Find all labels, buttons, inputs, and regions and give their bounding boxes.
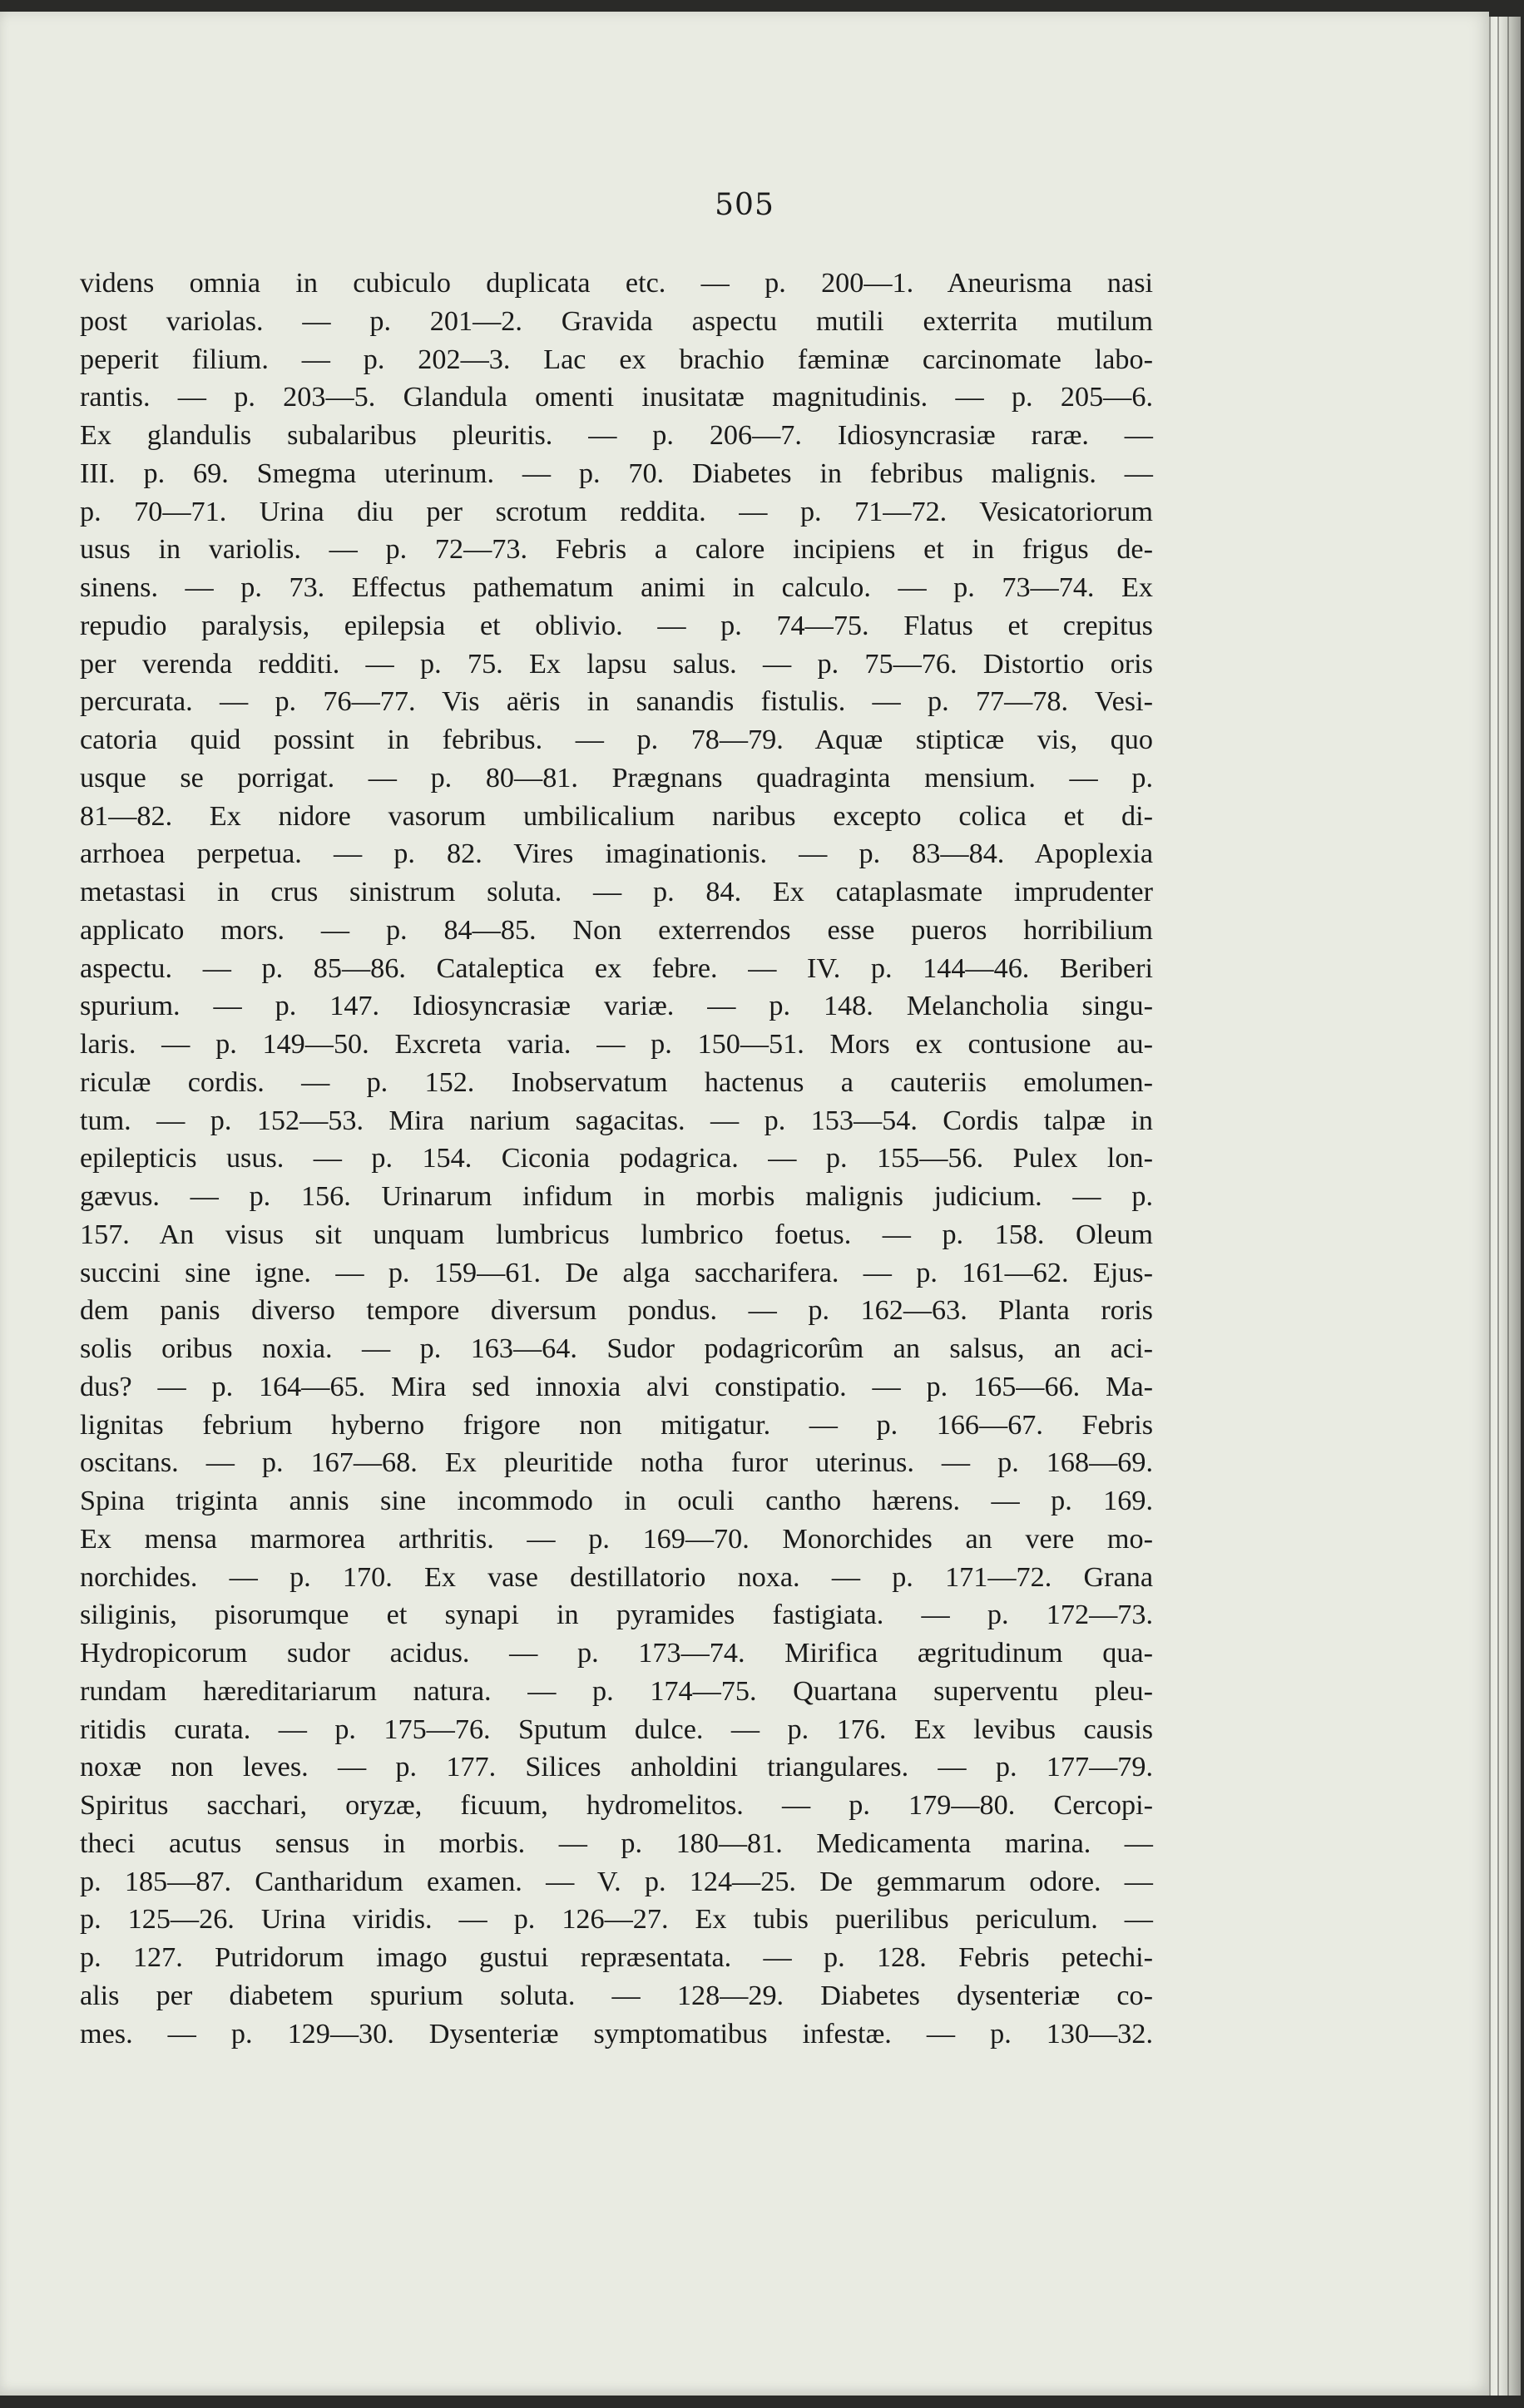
page-edge-line [1489, 17, 1491, 2396]
text-line: riculæ cordis. — p. 152. Inobservatum hactenus a cauteriis emolumen- [80, 1066, 1153, 1098]
text-line: dem panis diverso tempore diversum pondus. — p. 162—63. Planta roris [80, 1295, 1153, 1327]
text-line: sinens. — p. 73. Effectus pathematum animi in calculo. — p. 73—74. Ex [80, 572, 1153, 603]
text-line: rundam hæreditariarum natura. — p. 174—75. Quartana superventu pleu- [80, 1675, 1153, 1707]
text-line: noxæ non leves. — p. 177. Silices anholdini triangulares. — p. 177—79. [80, 1752, 1153, 1783]
text-line: solis oribus noxia. — p. 163—64. Sudor podagricorûm an salsus, an aci- [80, 1333, 1153, 1364]
text-line: repudio paralysis, epilepsia et oblivio. — p. 74—75. Flatus et crepitus [80, 610, 1153, 641]
book-page [0, 12, 1489, 2396]
text-line: alis per diabetem spurium soluta. — 128—29. Diabetes dysenteriæ co- [80, 1980, 1153, 2011]
text-line: metastasi in crus sinistrum soluta. — p. 84. Ex cataplasmate imprudenter [80, 877, 1153, 907]
text-line: norchides. — p. 170. Ex vase destillatorio noxa. — p. 171—72. Grana [80, 1561, 1153, 1593]
text-line: mes. — p. 129—30. Dysenteriæ symptomatibus infestæ. — p. 130—32. [80, 2018, 1153, 2050]
text-line: 157. An visus sit unquam lumbricus lumbrico foetus. — p. 158. Oleum [80, 1219, 1153, 1250]
text-line: percurata. — p. 76—77. Vis aëris in sanandis fistulis. — p. 77—78. Vesi- [80, 686, 1153, 718]
text-line: tum. — p. 152—53. Mira narium sagacitas. — p. 153—54. Cordis talpæ in [80, 1105, 1153, 1136]
text-line: p. 185—87. Cantharidum examen. — V. p. 124—25. De gemmarum odore. — [80, 1866, 1153, 1897]
text-line: p. 70—71. Urina diu per scrotum reddita. — p. 71—72. Vesicatoriorum [80, 496, 1153, 527]
text-line: laris. — p. 149—50. Excreta varia. — p. 150—51. Mors ex contusione au- [80, 1029, 1153, 1060]
text-line: gævus. — p. 156. Urinarum infidum in morbis malignis judicium. — p. [80, 1181, 1153, 1212]
page-edge-line [1497, 17, 1499, 2396]
text-line: aspectu. — p. 85—86. Cataleptica ex febre. — IV. p. 144—46. Beriberi [80, 952, 1153, 984]
text-line: Spina triginta annis sine incommodo in oculi cantho hærens. — p. 169. [80, 1486, 1153, 1516]
body-text [80, 265, 1153, 2053]
text-line: p. 125—26. Urina viridis. — p. 126—27. Ex tubis puerilibus periculum. — [80, 1904, 1153, 1936]
text-line: succini sine igne. — p. 159—61. De alga saccharifera. — p. 161—62. Ejus- [80, 1257, 1153, 1288]
text-line: spurium. — p. 147. Idiosyncrasiæ variæ. — p. 148. Melancholia singu- [80, 991, 1153, 1022]
text-line: rantis. — p. 203—5. Glandula omenti inusitatæ magnitudinis. — p. 205—6. [80, 382, 1153, 413]
text-line: ritidis curata. — p. 175—76. Sputum dulce. — p. 176. Ex levibus causis [80, 1713, 1153, 1745]
page-edge-line [1507, 17, 1509, 2396]
text-line: post variolas. — p. 201—2. Gravida aspectu mutili exterrita mutilum [80, 305, 1153, 337]
text-line: siliginis, pisorumque et synapi in pyramides fastigiata. — p. 172—73. [80, 1600, 1153, 1631]
text-line: usus in variolis. — p. 72—73. Febris a calore incipiens et in frigus de- [80, 534, 1153, 566]
text-line: lignitas febrium hyberno frigore non mitigatur. — p. 166—67. Febris [80, 1409, 1153, 1441]
text-line: 81—82. Ex nidore vasorum umbilicalium naribus excepto colica et di- [80, 800, 1153, 832]
text-line: oscitans. — p. 167—68. Ex pleuritide notha furor uterinus. — p. 168—69. [80, 1447, 1153, 1479]
text-line: Ex mensa marmorea arthritis. — p. 169—70. Monorchides an vere mo- [80, 1523, 1153, 1555]
text-line: Spiritus sacchari, oryzæ, ficuum, hydromelitos. — p. 179—80. Cercopi- [80, 1790, 1153, 1821]
text-line: usque se porrigat. — p. 80—81. Prægnans quadraginta mensium. — p. [80, 762, 1153, 794]
text-line: applicato mors. — p. 84—85. Non exterrendos esse pueros horribilium [80, 914, 1153, 946]
text-line: p. 127. Putridorum imago gustui repræsentata. — p. 128. Febris petechi- [80, 1942, 1153, 1973]
text-line: Ex glandulis subalaribus pleuritis. — p. 206—7. Idiosyncrasiæ raræ. — [80, 420, 1153, 451]
text-line: videns omnia in cubiculo duplicata etc. — p. 200—1. Aneurisma nasi [80, 268, 1153, 299]
text-line: catoria quid possint in febribus. — p. 78—79. Aquæ stipticæ vis, quo [80, 724, 1153, 755]
text-line: peperit filium. — p. 202—3. Lac ex brachio fæminæ carcinomate labo- [80, 344, 1153, 375]
text-line: per verenda redditi. — p. 75. Ex lapsu salus. — p. 75—76. Distortio oris [80, 648, 1153, 680]
text-line: arrhoea perpetua. — p. 82. Vires imaginationis. — p. 83—84. Apoplexia [80, 838, 1153, 870]
text-line: dus? — p. 164—65. Mira sed innoxia alvi constipatio. — p. 165—66. Ma- [80, 1371, 1153, 1402]
text-line: theci acutus sensus in morbis. — p. 180—81. Medicamenta marina. — [80, 1827, 1153, 1859]
text-line: III. p. 69. Smegma uterinum. — p. 70. Diabetes in febribus malignis. — [80, 457, 1153, 489]
page-number: 505 [715, 188, 774, 222]
text-line: Hydropicorum sudor acidus. — p. 173—74. Mirifica ægritudinum qua- [80, 1638, 1153, 1669]
text-line: epilepticis usus. — p. 154. Ciconia podagrica. — p. 155—56. Pulex lon- [80, 1143, 1153, 1174]
